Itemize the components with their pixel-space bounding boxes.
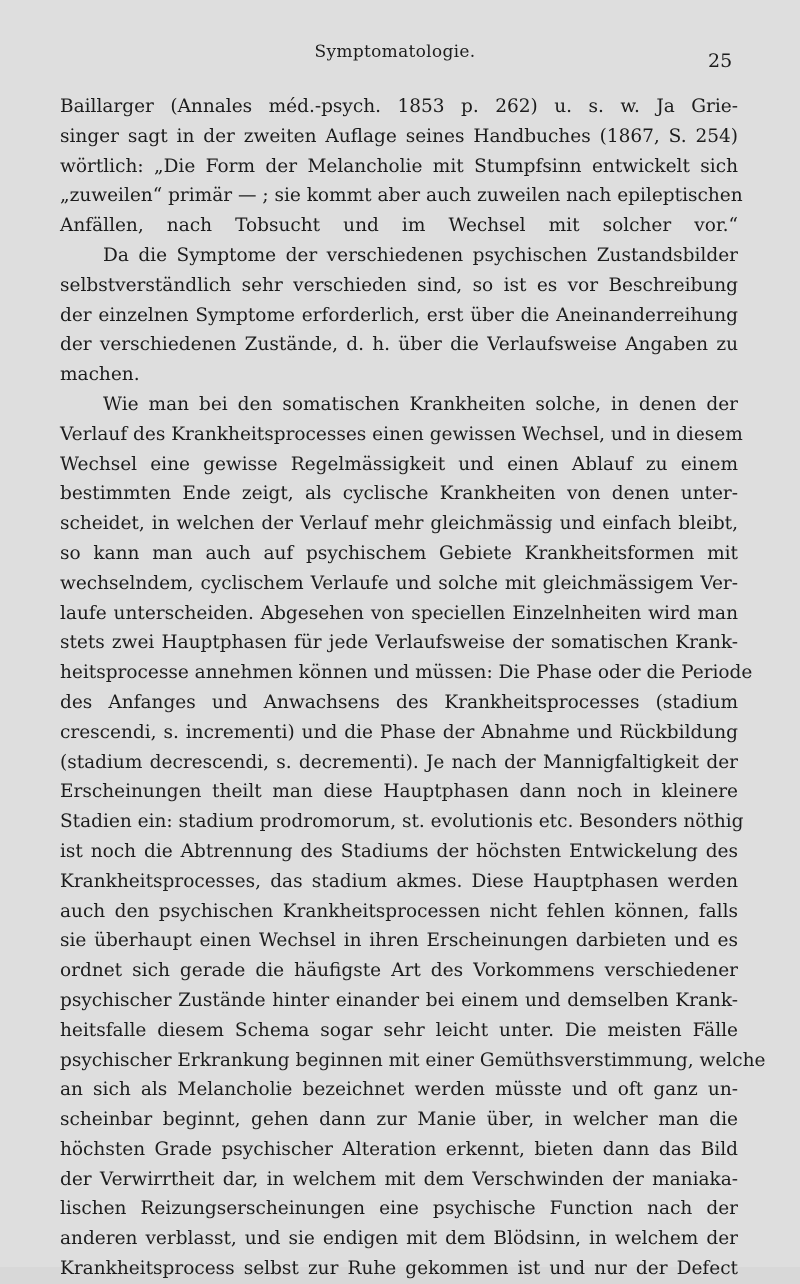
text-line: laufe unterscheiden. Abgesehen von speciellen Einzelnheiten wird man xyxy=(60,602,738,624)
page-number: 25 xyxy=(708,50,733,72)
text-line: auch den psychischen Krankheitsprocessen nicht fehlen können, falls xyxy=(60,900,738,922)
running-header-title: Symptomatologie. xyxy=(314,42,476,62)
text-line: stets zwei Hauptphasen für jede Verlaufsweise der somatischen Krank- xyxy=(60,632,738,654)
text-line: heitsfalle diesem Schema sogar sehr leicht unter. Die meisten Fälle xyxy=(60,1019,738,1041)
text-line: ist noch die Abtrennung des Stadiums der höchsten Entwickelung des xyxy=(60,840,738,862)
text-line: lischen Reizungserscheinungen eine psychische Function nach der xyxy=(60,1198,738,1220)
text-line: psychischer Zustände hinter einander bei einem und demselben Krank- xyxy=(60,989,738,1011)
text-line: Baillarger (Annales méd.-psych. 1853 p. 262) u. s. w. Ja Grie- xyxy=(60,96,738,117)
text-line: sie überhaupt einen Wechsel in ihren Erscheinungen darbieten und es xyxy=(60,930,738,952)
text-line: psychischer Erkrankung beginnen mit einer Gemüthsverstimmung, welche xyxy=(60,1049,766,1071)
text-line: „zuweilen“ primär — ; sie kommt aber auch zuweilen nach epileptischen xyxy=(60,185,743,207)
body-text xyxy=(60,92,766,1284)
text-line: der einzelnen Symptome erforderlich, erst über die Aneinanderreihung xyxy=(60,304,738,326)
text-line: Verlauf des Krankheitsprocesses einen gewissen Wechsel, und in diesem xyxy=(60,423,743,445)
text-line: höchsten Grade psychischer Alteration erkennt, bieten dann das Bild xyxy=(60,1138,738,1160)
text-line: wörtlich: „Die Form der Melancholie mit Stumpfsinn entwickelt sich xyxy=(60,155,738,177)
text-line: ordnet sich gerade die häufigste Art des Vorkommens verschiedener xyxy=(60,960,738,982)
text-line: so kann man auch auf psychischem Gebiete Krankheitsformen mit xyxy=(60,542,738,564)
text-line: bestimmten Ende zeigt, als cyclische Krankheiten von denen unter- xyxy=(60,483,738,505)
text-line: Stadien ein: stadium prodromorum, st. evolutionis etc. Besonders nöthig xyxy=(60,811,744,833)
text-line: Krankheitsprocess selbst zur Ruhe gekommen ist und nur der Defect xyxy=(60,1258,738,1280)
text-line: machen. xyxy=(60,364,140,386)
text-line: crescendi, s. incrementi) und die Phase der Abnahme und Rückbildung xyxy=(60,721,738,743)
text-line: Krankheitsprocesses, das stadium akmes. Diese Hauptphasen werden xyxy=(60,870,738,892)
text-line: Wie man bei den somatischen Krankheiten solche, in denen der xyxy=(103,393,738,415)
text-line: der verschiedenen Zustände, d. h. über die Verlaufsweise Angaben zu xyxy=(60,334,738,356)
text-line: selbstverständlich sehr verschieden sind, so ist es vor Beschreibung xyxy=(60,274,738,296)
text-line: des Anfanges und Anwachsens des Krankheitsprocesses (stadium xyxy=(60,691,738,713)
text-line: anderen verblasst, und sie endigen mit dem Blödsinn, in welchem der xyxy=(60,1228,738,1250)
text-line: Anfällen, nach Tobsucht und im Wechsel mit solcher vor.“ xyxy=(60,215,738,237)
text-line: der Verwirrtheit dar, in welchem mit dem Verschwinden der maniaka- xyxy=(60,1168,738,1190)
text-line: Erscheinungen theilt man diese Hauptphasen dann noch in kleinere xyxy=(60,781,738,803)
text-line: an sich als Melancholie bezeichnet werden müsste und oft ganz un- xyxy=(60,1079,738,1101)
text-line: scheidet, in welchen der Verlauf mehr gleichmässig und einfach bleibt, xyxy=(60,513,738,535)
text-line: scheinbar beginnt, gehen dann zur Manie über, in welcher man die xyxy=(60,1109,738,1131)
text-line: Wechsel eine gewisse Regelmässigkeit und einen Ablauf zu einem xyxy=(60,453,738,475)
text-line: heitsprocesse annehmen können und müssen: Die Phase oder die Periode xyxy=(60,662,753,684)
text-line: wechselndem, cyclischem Verlaufe und solche mit gleichmässigem Ver- xyxy=(60,572,738,594)
text-line: (stadium decrescendi, s. decrementi). Je nach der Mannigfaltigkeit der xyxy=(60,751,738,773)
text-line: singer sagt in der zweiten Auflage seines Handbuches (1867, S. 254) xyxy=(60,125,738,147)
text-line: Da die Symptome der verschiedenen psychischen Zustandsbilder xyxy=(103,244,738,266)
